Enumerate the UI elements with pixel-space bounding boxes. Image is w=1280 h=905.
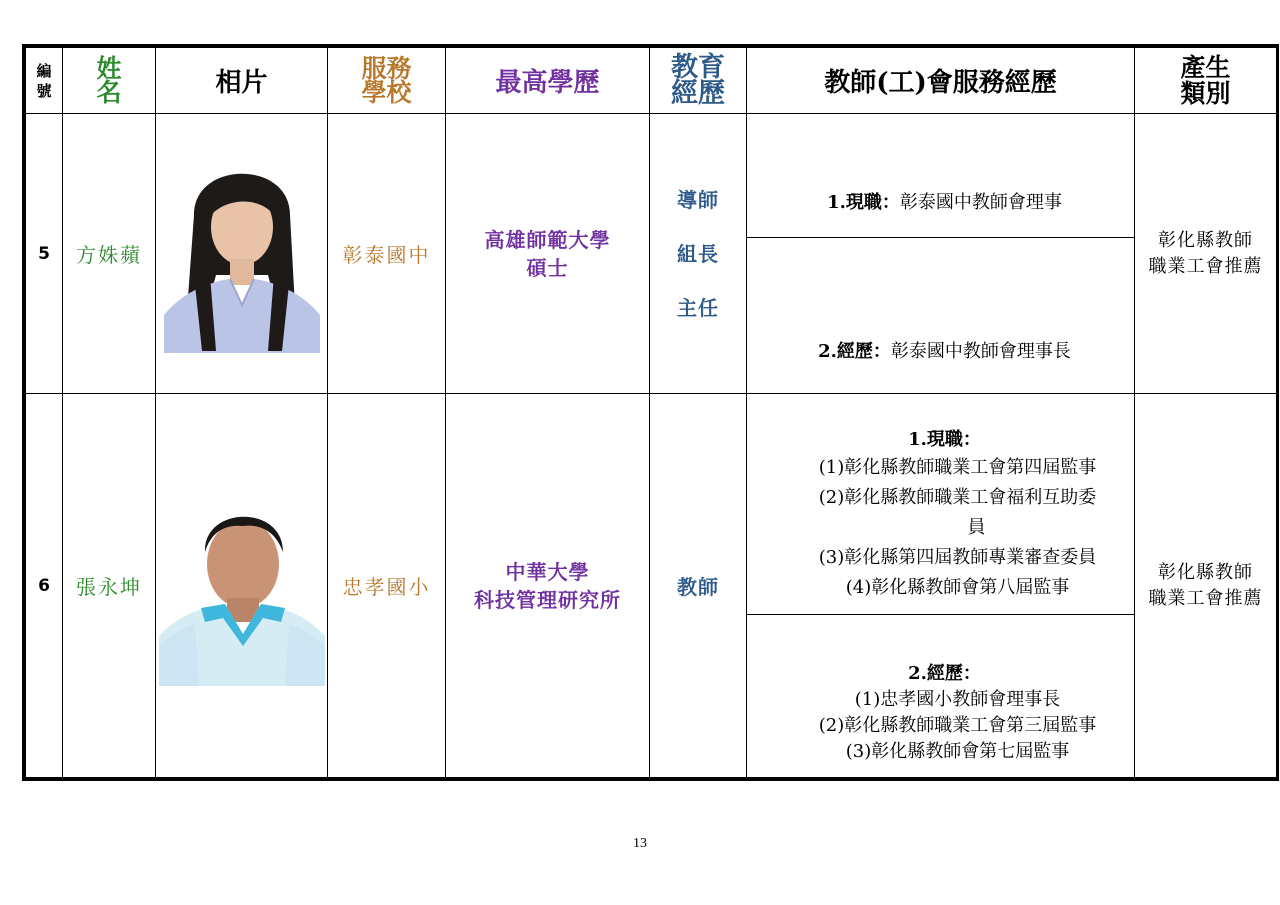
- member-degree: 高雄師範大學 碩士: [446, 114, 650, 394]
- page-number: 13: [633, 836, 647, 851]
- row-number: 5: [26, 114, 63, 394]
- header-nomination-type: 產生 類別: [1135, 48, 1277, 114]
- member-name: 方姝蘋: [63, 114, 156, 394]
- past-experience-cell: 2.經歷： (1)忠孝國小教師會理事長 (2)彰化縣教師職業工會第三屆監事 (3)彰化縣教師會第七屆監事: [747, 615, 1135, 778]
- member-degree: 中華大學 科技管理研究所: [446, 394, 650, 778]
- past-experience-cell: 2.經歷：彰泰國中教師會理事長: [747, 237, 1135, 394]
- table-row: [26, 394, 1277, 615]
- member-photo-cell: [156, 114, 328, 394]
- header-school: 服務 學校: [328, 48, 446, 114]
- portrait-photo-man: [159, 486, 325, 686]
- member-school: 忠孝國小: [328, 394, 446, 778]
- member-table: [22, 44, 1279, 781]
- header-photo: 相片: [156, 48, 328, 114]
- row-number: 6: [26, 394, 63, 778]
- header-union-experience: 教師(工)會服務經歷: [747, 48, 1135, 114]
- header-name: 姓 名: [63, 48, 156, 114]
- header-education-experience: 教育 經歷: [650, 48, 747, 114]
- member-education-experience: 導師 組長 主任: [650, 114, 747, 394]
- member-school: 彰泰國中: [328, 114, 446, 394]
- current-position-cell: 1.現職： (1)彰化縣教師職業工會第四屆監事 (2)彰化縣教師職業工會福利互助委 員 (3)彰化縣第四屆教師專業審查委員 (4)彰化縣教師會第八屆監事: [747, 394, 1135, 615]
- roster-table: [25, 47, 1277, 778]
- nomination-type: 彰化縣教師 職業工會推薦: [1135, 114, 1277, 394]
- member-education-experience: 教師: [650, 394, 747, 778]
- portrait-photo-woman: [164, 155, 320, 353]
- header-degree: 最高學歷: [446, 48, 650, 114]
- current-position-cell: 1.現職：彰泰國中教師會理事: [747, 114, 1135, 238]
- nomination-type: 彰化縣教師 職業工會推薦: [1135, 394, 1277, 778]
- table-row: [26, 114, 1277, 238]
- member-photo-cell: [156, 394, 328, 778]
- header-number: 編 號: [26, 48, 63, 114]
- member-name: 張永坤: [63, 394, 156, 778]
- header-row: [26, 48, 1277, 114]
